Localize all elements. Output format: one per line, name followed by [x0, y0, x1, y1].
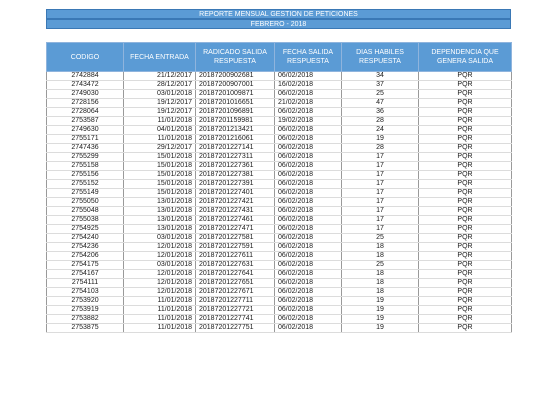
- table-row: [47, 306, 512, 315]
- cell-codigo: 2755149: [47, 189, 124, 198]
- cell-dependencia: PQR: [419, 72, 512, 81]
- cell-fecha-salida: 19/02/2018: [275, 117, 342, 126]
- cell-radicado-salida: 20187201227361: [196, 162, 275, 171]
- cell-dias-habiles: 18: [342, 270, 419, 279]
- cell-dependencia: PQR: [419, 108, 512, 117]
- table-row: [47, 261, 512, 270]
- cell-dependencia: PQR: [419, 135, 512, 144]
- cell-fecha-salida: 06/02/2018: [275, 90, 342, 99]
- table-row: [47, 270, 512, 279]
- cell-fecha-entrada: 28/12/2017: [124, 81, 196, 90]
- cell-fecha-salida: 06/02/2018: [275, 180, 342, 189]
- cell-radicado-salida: 20187201227311: [196, 153, 275, 162]
- cell-codigo: 2755299: [47, 153, 124, 162]
- cell-fecha-salida: 06/02/2018: [275, 234, 342, 243]
- table-header: [47, 43, 512, 72]
- cell-radicado-salida: 20187201016651: [196, 99, 275, 108]
- cell-codigo: 2754925: [47, 225, 124, 234]
- cell-radicado-salida: 20187201009871: [196, 90, 275, 99]
- cell-fecha-salida: 06/02/2018: [275, 135, 342, 144]
- cell-fecha-salida: 06/02/2018: [275, 162, 342, 171]
- cell-codigo: 2754240: [47, 234, 124, 243]
- cell-fecha-salida: 06/02/2018: [275, 306, 342, 315]
- cell-codigo: 2753919: [47, 306, 124, 315]
- cell-dias-habiles: 34: [342, 72, 419, 81]
- cell-fecha-entrada: 21/12/2017: [124, 72, 196, 81]
- column-header-codigo: CODIGO: [47, 43, 124, 72]
- cell-fecha-entrada: 15/01/2018: [124, 189, 196, 198]
- cell-dias-habiles: 25: [342, 90, 419, 99]
- cell-fecha-entrada: 11/01/2018: [124, 135, 196, 144]
- cell-fecha-entrada: 15/01/2018: [124, 171, 196, 180]
- cell-codigo: 2753882: [47, 315, 124, 324]
- cell-codigo: 2755171: [47, 135, 124, 144]
- table-row: [47, 108, 512, 117]
- table-row: [47, 144, 512, 153]
- cell-dias-habiles: 17: [342, 225, 419, 234]
- table-row: [47, 99, 512, 108]
- cell-fecha-salida: 06/02/2018: [275, 243, 342, 252]
- cell-fecha-entrada: 12/01/2018: [124, 243, 196, 252]
- cell-dias-habiles: 25: [342, 261, 419, 270]
- cell-fecha-entrada: 12/01/2018: [124, 288, 196, 297]
- cell-dias-habiles: 19: [342, 324, 419, 333]
- table-row: [47, 117, 512, 126]
- cell-fecha-salida: 06/02/2018: [275, 171, 342, 180]
- cell-fecha-entrada: 03/01/2018: [124, 234, 196, 243]
- cell-fecha-entrada: 12/01/2018: [124, 270, 196, 279]
- cell-fecha-entrada: 04/01/2018: [124, 126, 196, 135]
- cell-fecha-entrada: 15/01/2018: [124, 153, 196, 162]
- cell-radicado-salida: 20187201227591: [196, 243, 275, 252]
- cell-dias-habiles: 18: [342, 279, 419, 288]
- cell-fecha-salida: 06/02/2018: [275, 126, 342, 135]
- table-row: [47, 90, 512, 99]
- cell-codigo: 2755156: [47, 171, 124, 180]
- cell-radicado-salida: 20187201227581: [196, 234, 275, 243]
- cell-codigo: 2754175: [47, 261, 124, 270]
- cell-dependencia: PQR: [419, 306, 512, 315]
- table-row: [47, 81, 512, 90]
- cell-dependencia: PQR: [419, 198, 512, 207]
- cell-fecha-salida: 06/02/2018: [275, 72, 342, 81]
- cell-dependencia: PQR: [419, 279, 512, 288]
- cell-codigo: 2749630: [47, 126, 124, 135]
- cell-dias-habiles: 19: [342, 306, 419, 315]
- cell-dias-habiles: 19: [342, 297, 419, 306]
- column-header-fecha-salida: FECHA SALIDA RESPUESTA: [275, 43, 342, 72]
- cell-dias-habiles: 28: [342, 144, 419, 153]
- cell-radicado-salida: 20187201227381: [196, 171, 275, 180]
- table-row: [47, 207, 512, 216]
- cell-fecha-entrada: 15/01/2018: [124, 180, 196, 189]
- table-row: [47, 189, 512, 198]
- cell-radicado-salida: 20187201227711: [196, 297, 275, 306]
- cell-fecha-salida: 06/02/2018: [275, 261, 342, 270]
- cell-radicado-salida: 20187201227641: [196, 270, 275, 279]
- cell-fecha-entrada: 11/01/2018: [124, 306, 196, 315]
- cell-radicado-salida: 20187201227391: [196, 180, 275, 189]
- table-body: [47, 72, 512, 333]
- report-period: FEBRERO - 2018: [46, 19, 511, 29]
- cell-fecha-entrada: 15/01/2018: [124, 162, 196, 171]
- cell-radicado-salida: 20187201227401: [196, 189, 275, 198]
- cell-codigo: 2755048: [47, 207, 124, 216]
- cell-fecha-entrada: 03/01/2018: [124, 261, 196, 270]
- cell-radicado-salida: 20187201227741: [196, 315, 275, 324]
- cell-dependencia: PQR: [419, 225, 512, 234]
- cell-fecha-salida: 06/02/2018: [275, 108, 342, 117]
- cell-codigo: 2754206: [47, 252, 124, 261]
- cell-dias-habiles: 24: [342, 126, 419, 135]
- column-header-fecha-entrada: FECHA ENTRADA: [124, 43, 196, 72]
- cell-codigo: 2754111: [47, 279, 124, 288]
- cell-dias-habiles: 18: [342, 288, 419, 297]
- cell-dependencia: PQR: [419, 234, 512, 243]
- cell-fecha-entrada: 12/01/2018: [124, 252, 196, 261]
- cell-dependencia: PQR: [419, 189, 512, 198]
- cell-dependencia: PQR: [419, 99, 512, 108]
- cell-codigo: 2743472: [47, 81, 124, 90]
- cell-dependencia: PQR: [419, 126, 512, 135]
- cell-codigo: 2728064: [47, 108, 124, 117]
- table-row: [47, 216, 512, 225]
- cell-fecha-salida: 06/02/2018: [275, 144, 342, 153]
- cell-codigo: 2753587: [47, 117, 124, 126]
- cell-fecha-entrada: 11/01/2018: [124, 324, 196, 333]
- cell-radicado-salida: 20187200907001: [196, 81, 275, 90]
- table-row: [47, 324, 512, 333]
- cell-radicado-salida: 20187201227651: [196, 279, 275, 288]
- cell-fecha-salida: 06/02/2018: [275, 324, 342, 333]
- cell-fecha-entrada: 12/01/2018: [124, 279, 196, 288]
- cell-dependencia: PQR: [419, 216, 512, 225]
- cell-fecha-entrada: 11/01/2018: [124, 297, 196, 306]
- cell-codigo: 2755152: [47, 180, 124, 189]
- table-row: [47, 279, 512, 288]
- cell-radicado-salida: 20187201216061: [196, 135, 275, 144]
- cell-dependencia: PQR: [419, 261, 512, 270]
- table-row: [47, 198, 512, 207]
- cell-dias-habiles: 17: [342, 171, 419, 180]
- cell-radicado-salida: 20187201227431: [196, 207, 275, 216]
- column-header-radicado-salida: RADICADO SALIDA RESPUESTA: [196, 43, 275, 72]
- cell-dias-habiles: 17: [342, 162, 419, 171]
- cell-fecha-entrada: 19/12/2017: [124, 99, 196, 108]
- table-row: [47, 135, 512, 144]
- cell-fecha-entrada: 29/12/2017: [124, 144, 196, 153]
- cell-dias-habiles: 25: [342, 234, 419, 243]
- cell-codigo: 2753920: [47, 297, 124, 306]
- cell-radicado-salida: 20187201227421: [196, 198, 275, 207]
- cell-fecha-salida: 06/02/2018: [275, 297, 342, 306]
- cell-radicado-salida: 20187201227141: [196, 144, 275, 153]
- cell-dependencia: PQR: [419, 171, 512, 180]
- cell-codigo: 2755050: [47, 198, 124, 207]
- cell-radicado-salida: 20187201096891: [196, 108, 275, 117]
- table-row: [47, 72, 512, 81]
- cell-dias-habiles: 17: [342, 153, 419, 162]
- cell-radicado-salida: 20187201227611: [196, 252, 275, 261]
- column-header-dias-habiles: DIAS HABILES RESPUESTA: [342, 43, 419, 72]
- cell-dias-habiles: 47: [342, 99, 419, 108]
- cell-dependencia: PQR: [419, 270, 512, 279]
- cell-radicado-salida: 20187201159981: [196, 117, 275, 126]
- cell-fecha-salida: 06/02/2018: [275, 252, 342, 261]
- cell-dias-habiles: 19: [342, 315, 419, 324]
- cell-codigo: 2728156: [47, 99, 124, 108]
- cell-dependencia: PQR: [419, 207, 512, 216]
- cell-fecha-entrada: 03/01/2018: [124, 90, 196, 99]
- petitions-table: [46, 42, 512, 333]
- cell-codigo: 2755158: [47, 162, 124, 171]
- cell-dias-habiles: 36: [342, 108, 419, 117]
- cell-dependencia: PQR: [419, 117, 512, 126]
- table-row: [47, 126, 512, 135]
- cell-dias-habiles: 28: [342, 117, 419, 126]
- cell-dias-habiles: 17: [342, 207, 419, 216]
- cell-codigo: 2747436: [47, 144, 124, 153]
- cell-dependencia: PQR: [419, 288, 512, 297]
- cell-radicado-salida: 20187200902681: [196, 72, 275, 81]
- cell-dias-habiles: 19: [342, 135, 419, 144]
- cell-fecha-entrada: 13/01/2018: [124, 225, 196, 234]
- cell-radicado-salida: 20187201213421: [196, 126, 275, 135]
- table-row: [47, 162, 512, 171]
- cell-fecha-salida: 06/02/2018: [275, 207, 342, 216]
- cell-fecha-entrada: 13/01/2018: [124, 216, 196, 225]
- cell-dependencia: PQR: [419, 81, 512, 90]
- cell-dependencia: PQR: [419, 144, 512, 153]
- cell-fecha-salida: 06/02/2018: [275, 270, 342, 279]
- cell-codigo: 2754236: [47, 243, 124, 252]
- cell-fecha-salida: 06/02/2018: [275, 198, 342, 207]
- cell-fecha-entrada: 11/01/2018: [124, 315, 196, 324]
- report-title: REPORTE MENSUAL GESTION DE PETICIONES: [46, 9, 511, 19]
- cell-fecha-salida: 06/02/2018: [275, 216, 342, 225]
- cell-radicado-salida: 20187201227461: [196, 216, 275, 225]
- table-row: [47, 252, 512, 261]
- table-row: [47, 153, 512, 162]
- cell-codigo: 2749030: [47, 90, 124, 99]
- cell-fecha-entrada: 19/12/2017: [124, 108, 196, 117]
- cell-fecha-salida: 06/02/2018: [275, 153, 342, 162]
- column-header-dependencia: DEPENDENCIA QUE GENERA SALIDA: [419, 43, 512, 72]
- cell-fecha-entrada: 13/01/2018: [124, 207, 196, 216]
- cell-codigo: 2742884: [47, 72, 124, 81]
- table-row: [47, 243, 512, 252]
- cell-dias-habiles: 37: [342, 81, 419, 90]
- cell-radicado-salida: 20187201227721: [196, 306, 275, 315]
- cell-fecha-entrada: 13/01/2018: [124, 198, 196, 207]
- table-row: [47, 225, 512, 234]
- cell-dias-habiles: 17: [342, 180, 419, 189]
- cell-dependencia: PQR: [419, 252, 512, 261]
- cell-fecha-salida: 06/02/2018: [275, 279, 342, 288]
- table-row: [47, 171, 512, 180]
- cell-dependencia: PQR: [419, 162, 512, 171]
- cell-dependencia: PQR: [419, 90, 512, 99]
- table-row: [47, 315, 512, 324]
- table-row: [47, 234, 512, 243]
- cell-radicado-salida: 20187201227671: [196, 288, 275, 297]
- cell-codigo: 2755038: [47, 216, 124, 225]
- cell-fecha-salida: 16/02/2018: [275, 81, 342, 90]
- cell-dias-habiles: 17: [342, 216, 419, 225]
- cell-codigo: 2754103: [47, 288, 124, 297]
- cell-dias-habiles: 18: [342, 243, 419, 252]
- cell-dias-habiles: 17: [342, 189, 419, 198]
- cell-dependencia: PQR: [419, 180, 512, 189]
- cell-dependencia: PQR: [419, 324, 512, 333]
- cell-fecha-salida: 06/02/2018: [275, 288, 342, 297]
- cell-fecha-salida: 06/02/2018: [275, 315, 342, 324]
- cell-dependencia: PQR: [419, 153, 512, 162]
- cell-dependencia: PQR: [419, 243, 512, 252]
- table-row: [47, 180, 512, 189]
- cell-fecha-entrada: 11/01/2018: [124, 117, 196, 126]
- cell-codigo: 2754167: [47, 270, 124, 279]
- cell-dias-habiles: 17: [342, 198, 419, 207]
- table-row: [47, 288, 512, 297]
- cell-dependencia: PQR: [419, 297, 512, 306]
- cell-radicado-salida: 20187201227471: [196, 225, 275, 234]
- cell-dependencia: PQR: [419, 315, 512, 324]
- cell-radicado-salida: 20187201227751: [196, 324, 275, 333]
- table-row: [47, 297, 512, 306]
- cell-codigo: 2753875: [47, 324, 124, 333]
- cell-fecha-salida: 21/02/2018: [275, 99, 342, 108]
- cell-dias-habiles: 18: [342, 252, 419, 261]
- cell-fecha-salida: 06/02/2018: [275, 189, 342, 198]
- cell-radicado-salida: 20187201227631: [196, 261, 275, 270]
- cell-fecha-salida: 06/02/2018: [275, 225, 342, 234]
